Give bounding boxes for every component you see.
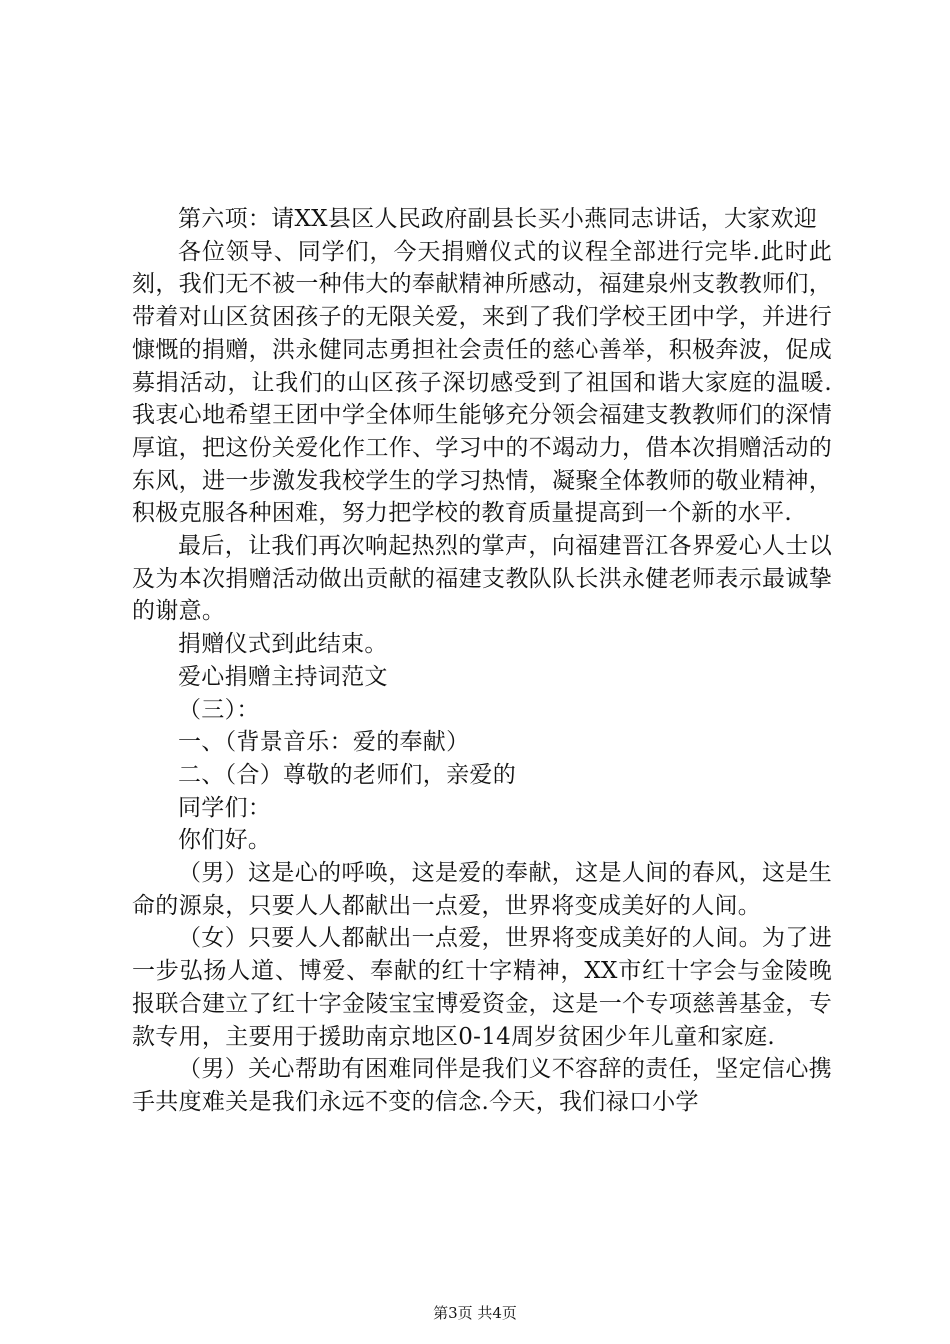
paragraph-male-2: （男）关心帮助有困难同伴是我们义不容辞的责任，坚定信心携手共度难关是我们永远不变的信念.今天，我们禄口小学 bbox=[132, 1056, 832, 1115]
section-heading: 爱心捐赠主持词范文 bbox=[178, 663, 388, 690]
greeting-students: 同学们： bbox=[178, 794, 272, 821]
greeting-hello: 你们好。 bbox=[178, 827, 272, 854]
step-two: 二、（合）尊敬的老师们，亲爱的 bbox=[178, 761, 516, 788]
paragraph-female-1: （女）只要人人都献出一点爱，世界将变成美好的人间。为了进一步弘扬人道、博爱、奉献的红十字精神，XX市红十字会与金陵晚报联合建立了红十字金陵宝宝博爱资金，这是一个专项慈善基金，专款专用，主要用于援助南京地区0-14周岁贫困少年儿童和家庭. bbox=[132, 925, 832, 1050]
document-body bbox=[132, 203, 832, 1119]
step-one: 一、（背景音乐：爱的奉献） bbox=[178, 729, 470, 756]
paragraph-male-1: （男）这是心的呼唤，这是爱的奉献，这是人间的春风，这是生命的源泉，只要人人都献出一点爱，世界将变成美好的人间。 bbox=[132, 860, 832, 919]
section-number: （三）： bbox=[178, 696, 260, 723]
paragraph-item-6: 第六项：请XX县区人民政府副县长买小燕同志讲话，大家欢迎 bbox=[178, 206, 818, 232]
paragraph-thanks: 最后，让我们再次响起热烈的掌声，向福建晋江各界爱心人士以及为本次捐赠活动做出贡献的福建支教队队长洪永健老师表示最诚挚的谢意。 bbox=[132, 533, 832, 625]
page-number-footer: 第3页 共4页 bbox=[433, 1304, 517, 1322]
paragraph-closing-remarks: 各位领导、同学们，今天捐赠仪式的议程全部进行完毕.此时此刻，我们无不被一种伟大的奉献精神所感动，福建泉州支教教师们，带着对山区贫困孩子的无限关爱，来到了我们学校王团中学，并进行慷慨的捐赠，洪永健同志勇担社会责任的慈心善举，积极奔波，促成募捐活动，让我们的山区孩子深切感受到了祖国和谐大家庭的温暖.我衷心地希望王团中学全体师生能够充分领会福建支教教师们的深情厚谊，把这份关爱化作工作、学习中的不竭动力，借本次捐赠活动的东风，进一步激发我校学生的学习热情，凝聚全体教师的敬业精神，积极克服各种困难，努力把学校的教育质量提高到一个新的水平. bbox=[132, 238, 832, 527]
paragraph-ceremony-end: 捐赠仪式到此结束。 bbox=[178, 631, 388, 658]
